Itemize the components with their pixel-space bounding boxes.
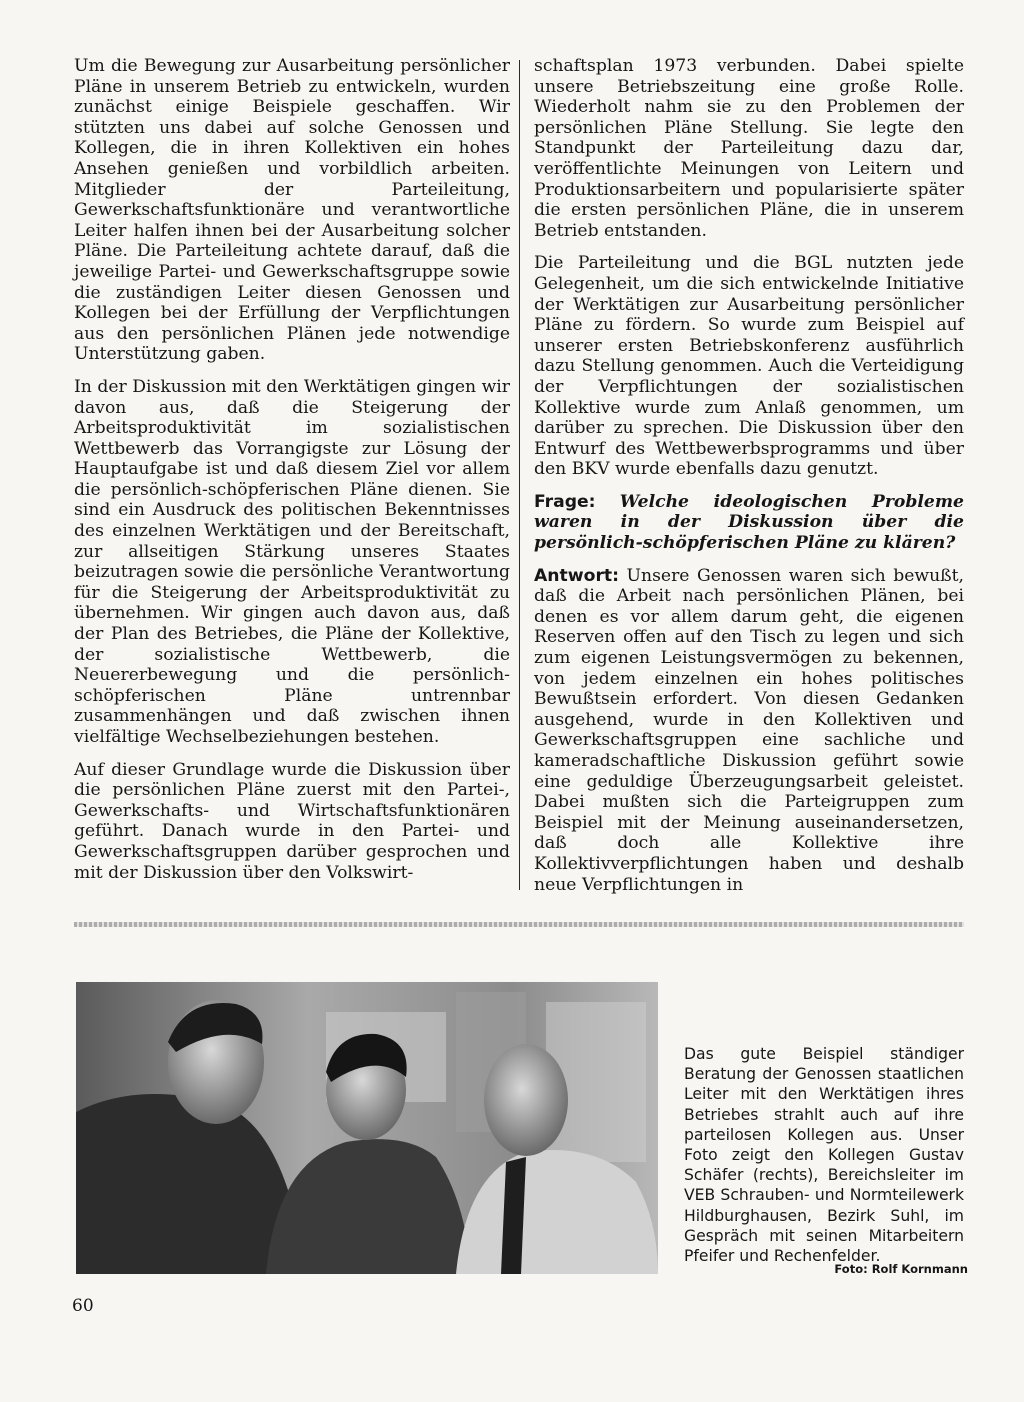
body-paragraph: In der Diskussion mit den Werktätigen gingen wir davon aus, daß die Steigerung der Arbeitsproduktivität im sozialistischen Wettbewerb das Vorrangigste zur Lösung der Hauptaufgabe ist und daß diesem Ziel vor allem die persönlich-schöpferischen Pläne dienen. Sie sind ein Ausdruck des politischen Bekenntnisses des einzelnen Werktätigen und der Bereitschaft, zur allseitigen Stärkung unseres Staates beizutragen sowie die persönliche Verantwortung für die Steigerung der Arbeitsproduktivität zu übernehmen. Wir gingen auch davon aus, daß der Plan des Betriebes, die Pläne der Kollektive, der sozialistische Wettbewerb, die Neuererbewegung und die persönlich-schöpferischen Pläne untrennbar zusammenhängen und daß zwischen ihnen vielfältige Wechselbeziehungen bestehen. xyxy=(74,376,510,747)
section-separator xyxy=(74,922,964,927)
photograph xyxy=(76,982,658,1274)
column-divider xyxy=(519,60,520,890)
interview-answer xyxy=(534,566,964,896)
question-text: Welche ideologischen Probleme waren in der Diskussion über die persönlich-schöpferischen Pläne zu klären? xyxy=(534,491,964,554)
left-text-column xyxy=(74,56,510,895)
body-paragraph: Auf dieser Grundlage wurde die Diskussion über die persönlichen Pläne zuerst mit den Partei-, Gewerkschafts- und Wirtschaftsfunktionären geführt. Danach wurde in den Partei- und Gewerkschaftsgruppen darüber gesprochen und mit der Diskussion über den Volkswirt- xyxy=(74,759,510,883)
question-label: Frage: xyxy=(534,491,596,512)
answer-label: Antwort: xyxy=(534,565,620,586)
answer-text: Unsere Genossen waren sich bewußt, daß die Arbeit nach persönlichen Plänen, bei denen es vor allem darum geht, die eigenen Reserven offen auf den Tisch zu legen und sich zum eigenen Leistungsvermögen zu bekennen, von jedem einzelnen ein hohes politisches Bewußtsein erfordert. Von diesen Gedanken ausgehend, wurde in den Kollektiven und Gewerkschaftsgruppen eine sachliche und kameradschaftliche Diskussion geführt sowie eine geduldige Überzeugungsarbeit geleistet. Dabei mußten sich die Parteigruppen zum Beispiel mit der Meinung auseinandersetzen, daß doch alle Kollektive ihre Kollektivverpflichtungen haben und deshalb neue Verpflichtungen in xyxy=(534,565,964,895)
photo-credit: Foto: Rolf Kornmann xyxy=(834,1262,968,1276)
interview-question xyxy=(534,492,964,554)
page-number: 60 xyxy=(72,1296,94,1316)
body-paragraph: Die Parteileitung und die BGL nutzten jede Gelegenheit, um die sich entwickelnde Initiative der Werktätigen zur Ausarbeitung persönlicher Pläne zu fördern. So wurde zum Beispiel auf unserer ersten Betriebskonferenz ausführlich dazu Stellung genommen. Auch die Verteidigung der Verpflichtungen der sozialistischen Kollektive wurde zum Anlaß genommen, um darüber zu sprechen. Die Diskussion über den Entwurf des Wettbewerbsprogramms und über den BKV wurde ebenfalls dazu genutzt. xyxy=(534,253,964,480)
right-text-column xyxy=(534,56,964,907)
body-paragraph: schaftsplan 1973 verbunden. Dabei spielte unsere Betriebszeitung eine große Rolle. Wiederholt nahm sie zu den Problemen der persönlichen Pläne Stellung. Sie legte den Standpunkt der Parteileitung dazu dar, veröffentlichte Meinungen von Leitern und Produktionsarbeitern und popularisierte später die ersten persönlichen Pläne, die in unserem Betrieb entstanden. xyxy=(534,56,964,241)
photo-caption: Das gute Beispiel ständiger Beratung der Genossen staatlichen Leiter mit den Werktätigen ihres Betriebes strahlt auch auf ihre parteilosen Kollegen aus. Unser Foto zeigt den Kollegen Gustav Schäfer (rechts), Bereichsleiter im VEB Schrauben- und Normteilewerk Hildburghausen, Bezirk Suhl, im Gespräch mit seinen Mitarbeitern Pfeifer und Rechenfelder. xyxy=(684,1045,964,1266)
body-paragraph: Um die Bewegung zur Ausarbeitung persönlicher Pläne in unserem Betrieb zu entwickeln, wurden zunächst einige Beispiele geschaffen. Wir stützten uns dabei auf solche Genossen und Kollegen, die in ihren Kollektiven ein hohes Ansehen genießen und vorbildlich arbeiten. Mitglieder der Parteileitung, Gewerkschaftsfunktionäre und verantwortliche Leiter halfen ihnen bei der Ausarbeitung solcher Pläne. Die Parteileitung achtete darauf, daß die jeweilige Partei- und Gewerkschaftsgruppe sowie die zuständigen Leiter diesen Genossen und Kollegen bei der Erfüllung der Verpflichtungen aus den persönlichen Plänen jede notwendige Unterstützung gaben. xyxy=(74,56,510,365)
